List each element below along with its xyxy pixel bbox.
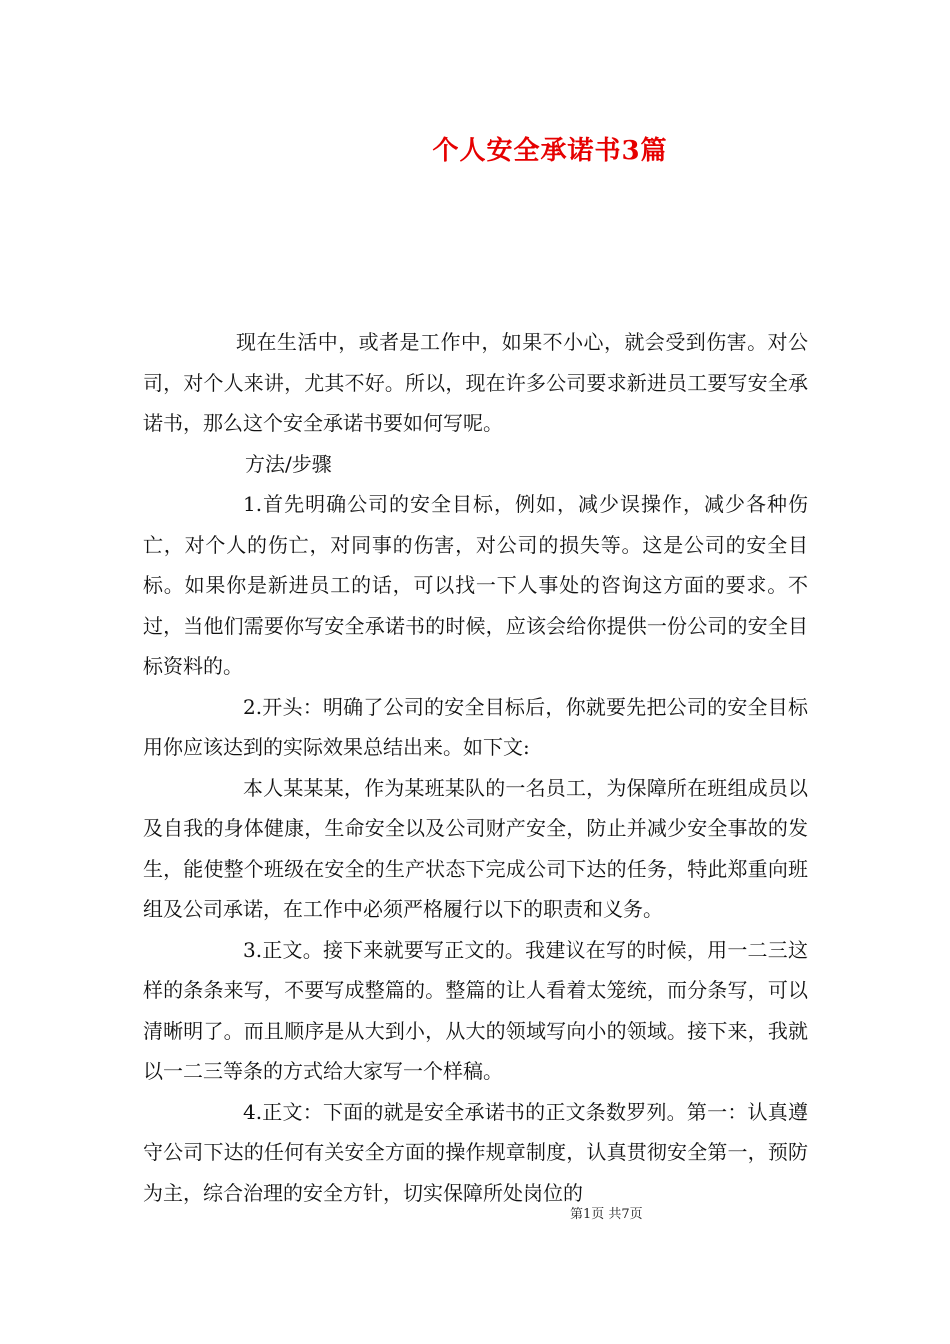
page-footer: 第1页 共7页 [570,1207,643,1222]
step-2-paragraph: 2.开头：明确了公司的安全目标后，你就要先把公司的安全目标用你应该达到的实际效果总结出来。如下文: [143,694,808,759]
section-heading: 方法/步骤 [245,451,332,476]
document-body [143,322,808,1213]
step-3-paragraph: 3.正文。接下来就要写正文的。我建议在写的时候，用一二三这样的条条来写，不要写成整篇的。整篇的让人看着太笼统，而分条写，可以清晰明了。而且顺序是从大到小，从大的领域写向小的领域。接下来，我就以一二三等条的方式给大家写一个样稿。 [143,937,808,1083]
intro-paragraph: 现在生活中，或者是工作中，如果不小心，就会受到伤害。对公司，对个人来讲，尤其不好。所以，现在许多公司要求新进员工要写安全承诺书，那么这个安全承诺书要如何写呢。 [143,330,808,435]
sample-paragraph: 本人某某某，作为某班某队的一名员工，为保障所在班组成员以及自我的身体健康，生命安全以及公司财产安全，防止并减少安全事故的发生，能使整个班级在安全的生产状态下完成公司下达的任务，特此郑重向班组及公司承诺，在工作中必须严格履行以下的职责和义务。 [143,775,808,921]
step-1-paragraph: 1.首先明确公司的安全目标，例如，减少误操作，减少各种伤亡，对个人的伤亡，对同事的伤害，对公司的损失等。这是公司的安全目标。如果你是新进员工的话，可以找一下人事处的咨询这方面的要求。不过，当他们需要你写安全承诺书的时候，应该会给你提供一份公司的安全目标资料的。 [143,492,808,678]
step-4-paragraph: 4.正文：下面的就是安全承诺书的正文条数罗列。第一：认真遵守公司下达的任何有关安全方面的操作规章制度，认真贯彻安全第一，预防为主，综合治理的安全方针，切实保障所处岗位的 [143,1099,808,1205]
page-title: 个人安全承诺书3篇 [432,136,668,166]
